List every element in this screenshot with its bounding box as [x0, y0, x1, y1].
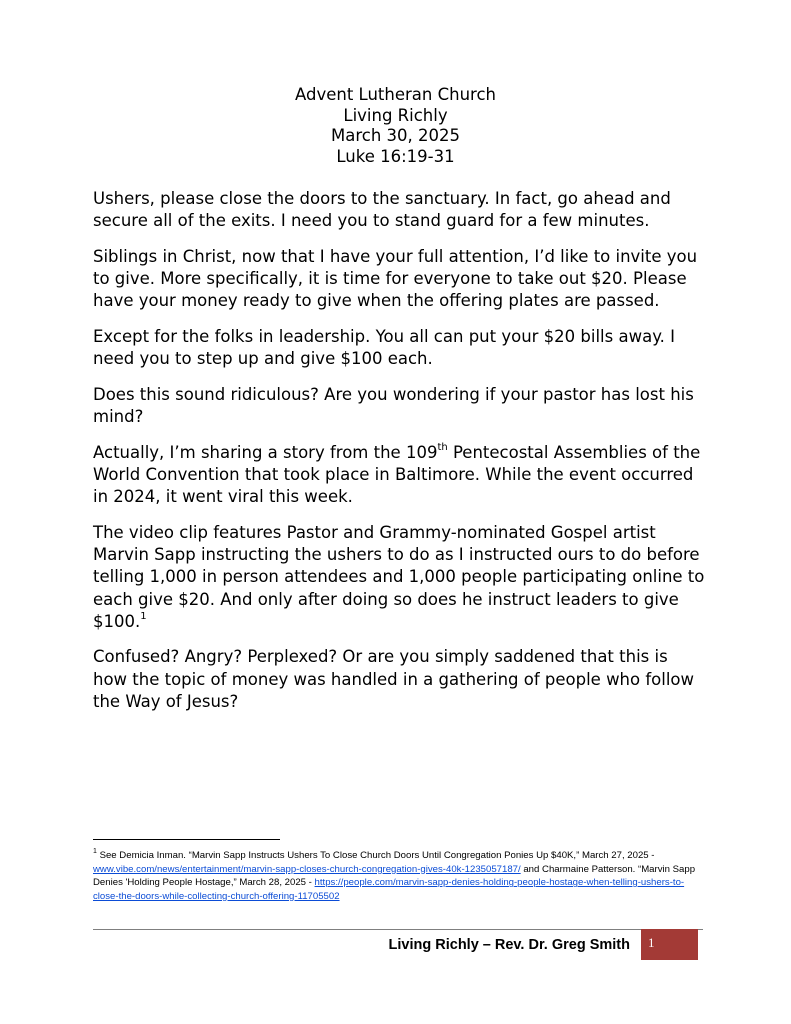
ordinal-superscript: th	[437, 442, 448, 454]
page-number-box	[641, 929, 698, 960]
paragraph-convention-text-a: Actually, I’m sharing a story from the 109	[93, 442, 438, 462]
footnote-text-a: See Demicia Inman. “Marvin Sapp Instructs Ushers To Close Church Doors Until Congregation Ponies Up $40K,” March 27, 2025 -	[96, 850, 655, 861]
footnote-separator	[93, 839, 280, 840]
sermon-header	[0, 85, 791, 167]
footnote-link-vibe[interactable]: www.vibe.com/news/entertainment/marvin-sapp-closes-church-congregation-gives-40k-1235057187/	[93, 863, 521, 875]
footnote-link-people[interactable]: https://people.com/marvin-sapp-denies-holding-people-hostage-when-telling-ushers-to-close-the-doors-while-collecting-church-offering-11705502	[93, 877, 685, 902]
sermon-date: March 30, 2025	[330, 126, 461, 145]
footer-title: Living Richly – Rev. Dr. Greg Smith	[388, 937, 630, 953]
footnote-reference[interactable]: 1	[140, 611, 147, 623]
paragraph-video-clip	[93, 522, 705, 633]
sermon-body	[93, 188, 705, 727]
paragraph-invite-to-give: Siblings in Christ, now that I have your full attention, I’d like to invite you to give. More specifically, it is time for everyone to take out $20. Please have your money ready to give when the offering plates are passed.	[93, 246, 698, 311]
paragraph-confused: Confused? Angry? Perplexed? Or are you simply saddened that this is how the topic of money was handled in a gathering of people who follow the Way of Jesus?	[93, 647, 695, 711]
paragraph-convention	[93, 442, 705, 509]
paragraph-convention-text-b: Pentecostal Assemblies of the World Convention that took place in Baltimore. While the event occurred in 2024, it went viral this week.	[93, 442, 701, 507]
scripture-reference: Luke 16:19-31	[336, 146, 455, 166]
church-name: Advent Lutheran Church	[295, 85, 496, 104]
paragraph-video-clip-text: The video clip features Pastor and Grammy-nominated Gospel artist Marvin Sapp instructing the ushers to do as I instructed ours to do before telling 1,000 in person attendees and 1,000 people participating online to each give $20. And only after doing so does he instruct leaders to give $100.	[93, 522, 705, 631]
footnote	[93, 849, 703, 903]
footnote-marker: 1	[93, 847, 97, 855]
footnote-text-b: and Charmaine Patterson. “Marvin Sapp Denies 'Holding People Hostage,” March 28, 2025 -	[93, 863, 696, 889]
sermon-title: Living Richly	[343, 105, 448, 125]
page-number: 1	[648, 935, 655, 950]
paragraph-leadership: Except for the folks in leadership. You all can put your $20 bills away. I need you to step up and give $100 each.	[93, 327, 675, 369]
paragraph-ushers: Ushers, please close the doors to the sanctuary. In fact, go ahead and secure all of the exits. I need you to stand guard for a few minutes.	[93, 189, 671, 231]
paragraph-ridiculous: Does this sound ridiculous? Are you wondering if your pastor has lost his mind?	[93, 384, 694, 427]
footer-divider	[93, 929, 703, 930]
